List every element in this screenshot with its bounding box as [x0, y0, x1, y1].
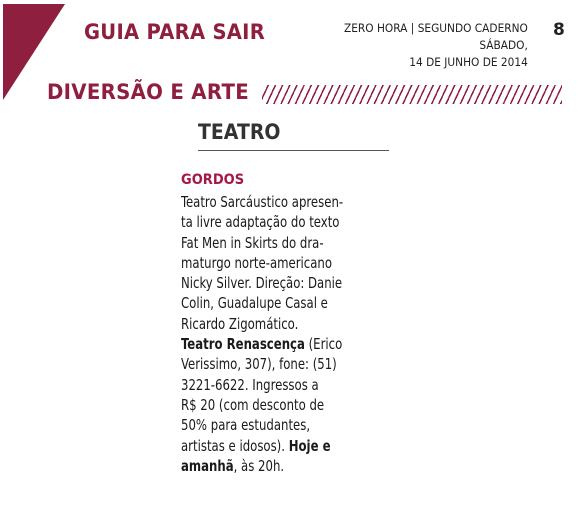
article-text: Colin, Guadalupe Casal e	[181, 294, 328, 313]
category-title: TEATRO	[198, 120, 281, 144]
article-line	[181, 314, 367, 334]
article-text: Fat Men in Skirts do dra-	[181, 233, 324, 252]
article-line	[181, 395, 367, 415]
article-title: GORDOS	[181, 172, 245, 188]
article-line	[181, 192, 367, 212]
article-text: Verissimo, 307), fone: (51)	[181, 355, 337, 374]
article-line	[181, 436, 367, 456]
article-text: 50% para estudantes,	[181, 416, 311, 435]
article-line	[181, 456, 367, 476]
article-line	[181, 233, 367, 253]
article-text: Nicky Silver. Direção: Danie	[181, 274, 343, 293]
article-line	[181, 415, 367, 435]
article-line	[181, 293, 367, 313]
publication-date: 14 DE JUNHO DE 2014	[409, 55, 528, 69]
article-text: Ricardo Zigomático.	[181, 314, 299, 333]
article-line	[181, 212, 367, 232]
article-line	[181, 354, 367, 374]
article-text: , às 20h.	[233, 456, 285, 475]
section-header-title: GUIA PARA SAIR	[84, 20, 266, 44]
article-bold-text: amanhã	[181, 456, 234, 475]
article-text: Teatro Sarcáustico apresen-	[181, 193, 344, 211]
publication-name: ZERO HORA | SEGUNDO CADERNO	[344, 21, 528, 35]
hatch-decoration	[262, 85, 562, 104]
publication-weekday: SÁBADO,	[479, 38, 528, 52]
article-line	[181, 273, 367, 293]
page-number: 8	[553, 20, 565, 40]
article-text: artistas e idosos).	[181, 436, 289, 455]
article-line	[181, 334, 367, 354]
article-body	[181, 192, 367, 476]
article-line	[181, 375, 367, 395]
article-text: maturgo norte-americano	[181, 253, 333, 272]
article-bold-text: Teatro Renascença	[181, 335, 305, 354]
category-divider	[198, 150, 389, 151]
article-text: ta livre adaptação do texto	[181, 213, 340, 232]
article-bold-text: Hoje e	[288, 436, 331, 455]
article-line	[181, 253, 367, 273]
article-text: 3221-6622. Ingressos a	[181, 375, 319, 394]
subsection-title: DIVERSÃO E ARTE	[47, 80, 249, 104]
publication-info	[344, 20, 528, 71]
article-text: (Erico	[304, 335, 343, 354]
article-text: R$ 20 (com desconto de	[181, 395, 325, 414]
